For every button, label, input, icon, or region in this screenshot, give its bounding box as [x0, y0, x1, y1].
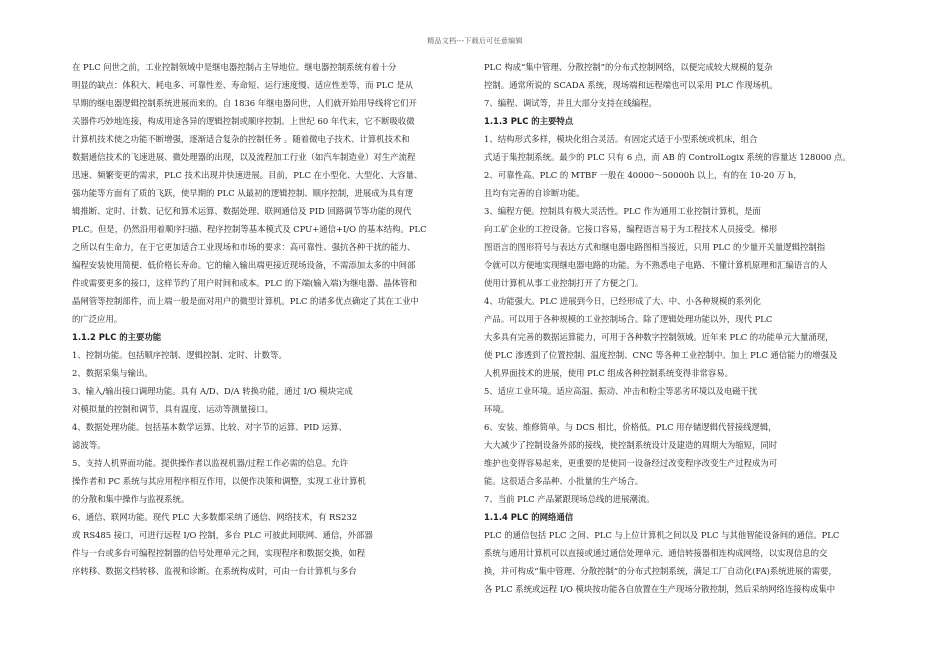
right-section-heading: 1.1.4 PLC 的网络通信 [484, 512, 574, 522]
right-text-line: 环境。 [484, 404, 510, 414]
right-text-line: 图语言的图形符号与表达方式和继电器电路图相当接近，只用 PLC 的少量开关量逻辑控制指 [484, 242, 826, 252]
right-text-line: 换，并可构成“集中管理、分散控制”的分布式控制系统，满足工厂自动化(FA)系统进展的需要， [484, 566, 837, 576]
right-text-line: 人机界面技术的进展，使用 PLC 组成各种控制系统变得非常容易。 [484, 368, 734, 378]
left-text-line: 或 RS485 接口，可进行远程 I/O 控制，多台 PLC 可彼此间联网、通信，外部器 [72, 530, 373, 540]
right-text-line: 大大减少了控制设备外部的接线，使控制系统设计及建造的周期大为缩短，同时 [484, 440, 778, 450]
left-text-line: 滤波等。 [72, 440, 106, 450]
left-text-line: 强功能等方面有了质的飞跃，使早期的 PLC 从最初的逻辑控制、顺序控制，进展成为具有逻 [72, 188, 414, 198]
left-text-line: 明显的缺点：体积大、耗电多、可靠性差、寿命短、运行速度慢、适应性差等，而 PLC 是从 [72, 80, 414, 90]
right-text-line: PLC 的通信包括 PLC 之间、PLC 与上位计算机之间以及 PLC 与其他智能设备间的通信。PLC [484, 530, 840, 540]
left-text-line: 3、输入/输出接口调理功能。具有 A/D、D/A 转换功能，通过 I/O 模块完成 [72, 386, 353, 396]
right-text-line: 使用计算机从事工业控制打开了方便之门。 [484, 278, 644, 288]
left-text-line: 6、通信、联网功能。现代 PLC 大多数都采纳了通信、网络技术，有 RS232 [72, 512, 358, 522]
right-text-line: 系统与通用计算机可以直接或通过通信处理单元、通信转接器相连构成网络，以实现信息的交 [484, 548, 828, 558]
right-text-line: 1、结构形式多样，模块化组合灵活。有固定式适于小型系统或机床，组合 [484, 134, 758, 144]
right-text-line: 维护也变得容易起来，更重要的是使同一设备经过改变程序改变生产过程成为可 [484, 458, 778, 468]
left-text-line: 晶闸管等控制部件，而上端一般是面对用户的微型计算机。PLC 的诸多优点确定了其在工业中 [72, 296, 419, 306]
right-section-heading: 1.1.3 PLC 的主要特点 [484, 116, 574, 126]
left-text-line: 4、数据处理功能。包括基本数学运算、比较、对字节的运算、PID 运算、 [72, 422, 347, 432]
right-text-line: 7、当前 PLC 产品紧跟现场总线的进展潮流。 [484, 494, 655, 504]
right-text-line: 能。这很适合多品种、小批量的生产场合。 [484, 476, 644, 486]
right-text-line: 5、适应工业环境。适应高温、振动、冲击和粉尘等恶劣环境以及电磁干扰 [484, 386, 758, 396]
right-text-line: 4、功能强大。PLC 进展到今日，已经形成了大、中、小各种规模的系列化 [484, 296, 761, 306]
left-text-line: 2、数据采集与输出。 [72, 368, 153, 378]
left-text-line: 序转移、数据文档转移、监视和诊断。在系统构成时，可由一台计算机与多台 [72, 566, 357, 576]
right-column [484, 58, 880, 598]
right-text-line: 3、编程方便。控制具有极大灵活性。PLC 作为通用工业控制计算机，是面 [484, 206, 761, 216]
left-text-line: PLC。但是，仍然沿用着顺序扫描、程序控制等基本模式及 CPU+通信+I/O 的基本结构。PLC [72, 224, 427, 234]
page-header: 精品文档---下载后可任意编辑 [427, 37, 523, 45]
left-text-line: 关器件巧妙地连接，构成用途各异的逻辑控制或顺序控制。上世纪 60 年代末，它不断吸收微 [72, 116, 415, 126]
left-section-heading: 1.1.2 PLC 的主要功能 [72, 332, 162, 342]
left-text-line: 的分散和集中操作与监视系统。 [72, 494, 190, 504]
right-text-line: 7、编程、调试等，并且大部分支持在线编程。 [484, 98, 657, 108]
right-text-line: 6、安装、维修简单。与 DCS 相比，价格低。PLC 用存储逻辑代替接线逻辑， [484, 422, 777, 432]
left-text-line: 件或需要更多的接口，这样节约了用户时间和成本。PLC 的下端(输入端)为继电器、晶体管和 [72, 278, 418, 288]
right-text-line: 2、可靠性高。PLC 的 MTBF 一般在 40000～50000h 以上，有的在 10-20 万 h， [484, 170, 802, 180]
left-text-line: 编程安装使用简便、低价格长寿命。它的输入输出端更接近现场设备，不需添加太多的中间部 [72, 260, 416, 270]
left-text-line: 对模拟量的控制和调节，具有温度、运动等测量接口。 [72, 404, 273, 414]
left-text-line: 数据通信技术的飞速进展、微处理器的出现，以及流程加工行业（如汽车制造业）对生产流程 [72, 152, 416, 162]
right-text-line: 式适于集控制系统。最少的 PLC 只有 6 点，而 AB 的 ControlLogix 系统的容量达 128000 点。 [484, 152, 851, 162]
right-text-line: 大多具有完善的数据运算能力，可用于各种数字控制领域。近年来 PLC 的功能单元大量涌现， [484, 332, 834, 342]
left-text-line: 的广泛应用。 [72, 314, 123, 324]
left-text-line: 件与一台或多台可编程控制器的信号处理单元之间，实现程序和数据交换，如程 [72, 548, 366, 558]
right-text-line: 令就可以方便地实现继电器电路的功能。为不熟悉电子电路、不懂计算机原理和汇编语言的人 [484, 260, 828, 270]
left-text-line: 1、控制功能。包括顺序控制、逻辑控制、定时、计数等。 [72, 350, 287, 360]
right-text-line: 各 PLC 系统或远程 I/O 模块按功能各自放置在生产现场分散控制，然后采纳网络连接构成集中 [484, 584, 836, 594]
left-text-line: 早期的继电器逻辑控制系统进展而来的。自 1836 年继电器问世，人们就开始用导线将它们开 [72, 98, 417, 108]
right-text-line: 使 PLC 渗透到了位置控制、温度控制、CNC 等各种工业控制中。加上 PLC 通信能力的增强及 [484, 350, 838, 360]
left-text-line: 5、支持人机界面功能。提供操作者以监视机器/过程工作必需的信息。允许 [72, 458, 349, 468]
right-text-line: 且均有完善的自诊断功能。 [484, 188, 585, 198]
left-text-line: 迅速、频繁变更的需求，PLC 技术出现并快速进展。目前，PLC 在小型化、大型化、大容量、 [72, 170, 423, 180]
left-column [72, 58, 468, 580]
left-text-line: 辑推断、定时、计数、记忆和算术运算、数据处理、联网通信及 PID 回路调节等功能的现代 [72, 206, 412, 216]
right-text-line: 向工矿企业的工控设备。它接口容易，编程语言易于为工程技术人员接受。梯形 [484, 224, 778, 234]
left-text-line: 计算机技术使之功能不断增强，逐渐适合复杂的控制任务 。随着微电子技术、计算机技术和 [72, 134, 410, 144]
left-text-line: 操作者和 PC 系统与其应用程序相互作用，以便作决策和调整，实现工业计算机 [72, 476, 366, 486]
right-text-line: PLC 构成“集中管理、分散控制”的分布式控制网络，以便完成较大规模的复杂 [484, 62, 773, 72]
left-text-line: 在 PLC 问世之前，工业控制领域中是继电器控制占主导地位。继电器控制系统有着十分 [72, 62, 397, 72]
left-text-line: 之所以有生命力，在于它更加适合工业现场和市场的要求：高可靠性、强抗各种干扰的能力、 [72, 242, 416, 252]
right-text-line: 控制。通常所说的 SCADA 系统，现场端和远程端也可以采用 PLC 作现场机。 [484, 80, 778, 90]
right-text-line: 产品。可以用于各种规模的工业控制场合。除了逻辑处理功能以外，现代 PLC [484, 314, 773, 324]
